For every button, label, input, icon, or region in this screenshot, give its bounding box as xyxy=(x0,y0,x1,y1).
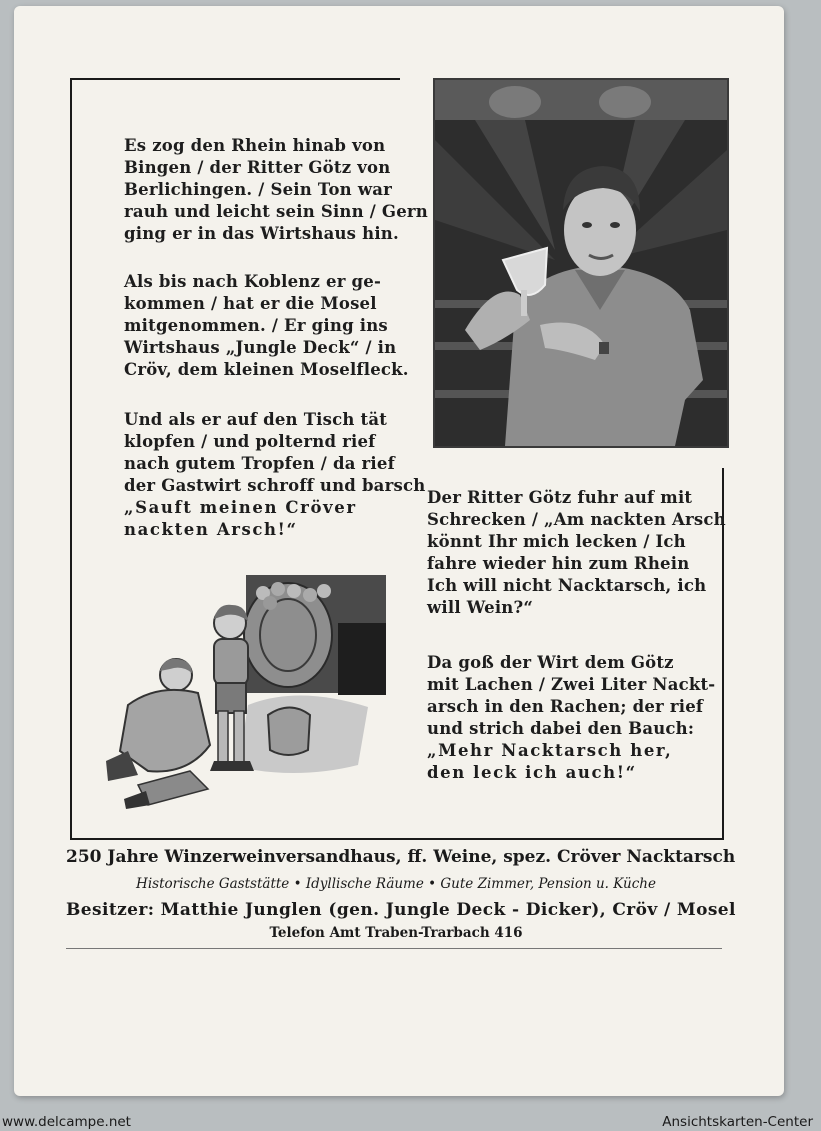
poem-stanza-1: Es zog den Rhein hinab von Bingen / der Ritter Götz von Berlichingen. / Sein Ton war rauh und leicht sein Sinn / Gern ging er in das Wirtshaus hin. xyxy=(124,136,429,243)
innkeeper-photo xyxy=(433,78,729,448)
footer-owner-line: Besitzer: Matthie Junglen (gen. Jungle Deck - Dicker), Cröv / Mosel xyxy=(66,900,736,920)
footer-company-line: 250 Jahre Winzerweinversandhaus, ff. Weine, spez. Cröver Nacktarsch xyxy=(66,847,736,867)
poem-stanza-2: Als bis nach Koblenz er ge- kommen / hat er die Mosel mitgenommen. / Er ging ins Wirtshaus „Jungle Deck“ / in Cröv, dem kleinen Moselfleck. xyxy=(124,272,409,379)
watermark-left: www.delcampe.net xyxy=(2,1114,131,1130)
footer-telephone-line: Telefon Amt Traben-Trarbach 416 xyxy=(269,925,523,941)
innkeeper-photo-image xyxy=(435,80,727,446)
frame-bottom xyxy=(70,838,724,840)
poem-stanza-4: Der Ritter Götz fuhr auf mit Schrecken / „Am nackten Arsch könnt Ihr mich lecken / Ich fahre wieder hin zum Rhein Ich will nicht Nacktarsch, ich will Wein?“ xyxy=(427,488,726,617)
illustration-image xyxy=(98,575,388,815)
footer-divider xyxy=(66,948,722,949)
watermark-right: Ansichtskarten-Center xyxy=(662,1114,813,1130)
frame-left xyxy=(70,78,72,840)
poem-stanza-5: Da goß der Wirt dem Götz mit Lachen / Zwei Liter Nackt- arsch in den Rachen; der rief und strich dabei den Bauch: xyxy=(427,653,716,738)
poem-stanza-3-quote: „Sauft meinen Cröver nackten Arsch!“ xyxy=(124,498,357,539)
knight-and-innkeeper-illustration xyxy=(98,575,388,815)
frame-top-left xyxy=(72,78,400,80)
poem-stanza-3: Und als er auf den Tisch tät klopfen / und polternd rief nach gutem Tropfen / da rief der Gastwirt schroff und barsch xyxy=(124,410,426,495)
footer-amenities-line: Historische Gaststätte • Idyllische Räume • Gute Zimmer, Pension u. Küche xyxy=(136,876,656,892)
poem-stanza-5-quote: „Mehr Nacktarsch her, den leck ich auch!“ xyxy=(427,741,673,782)
